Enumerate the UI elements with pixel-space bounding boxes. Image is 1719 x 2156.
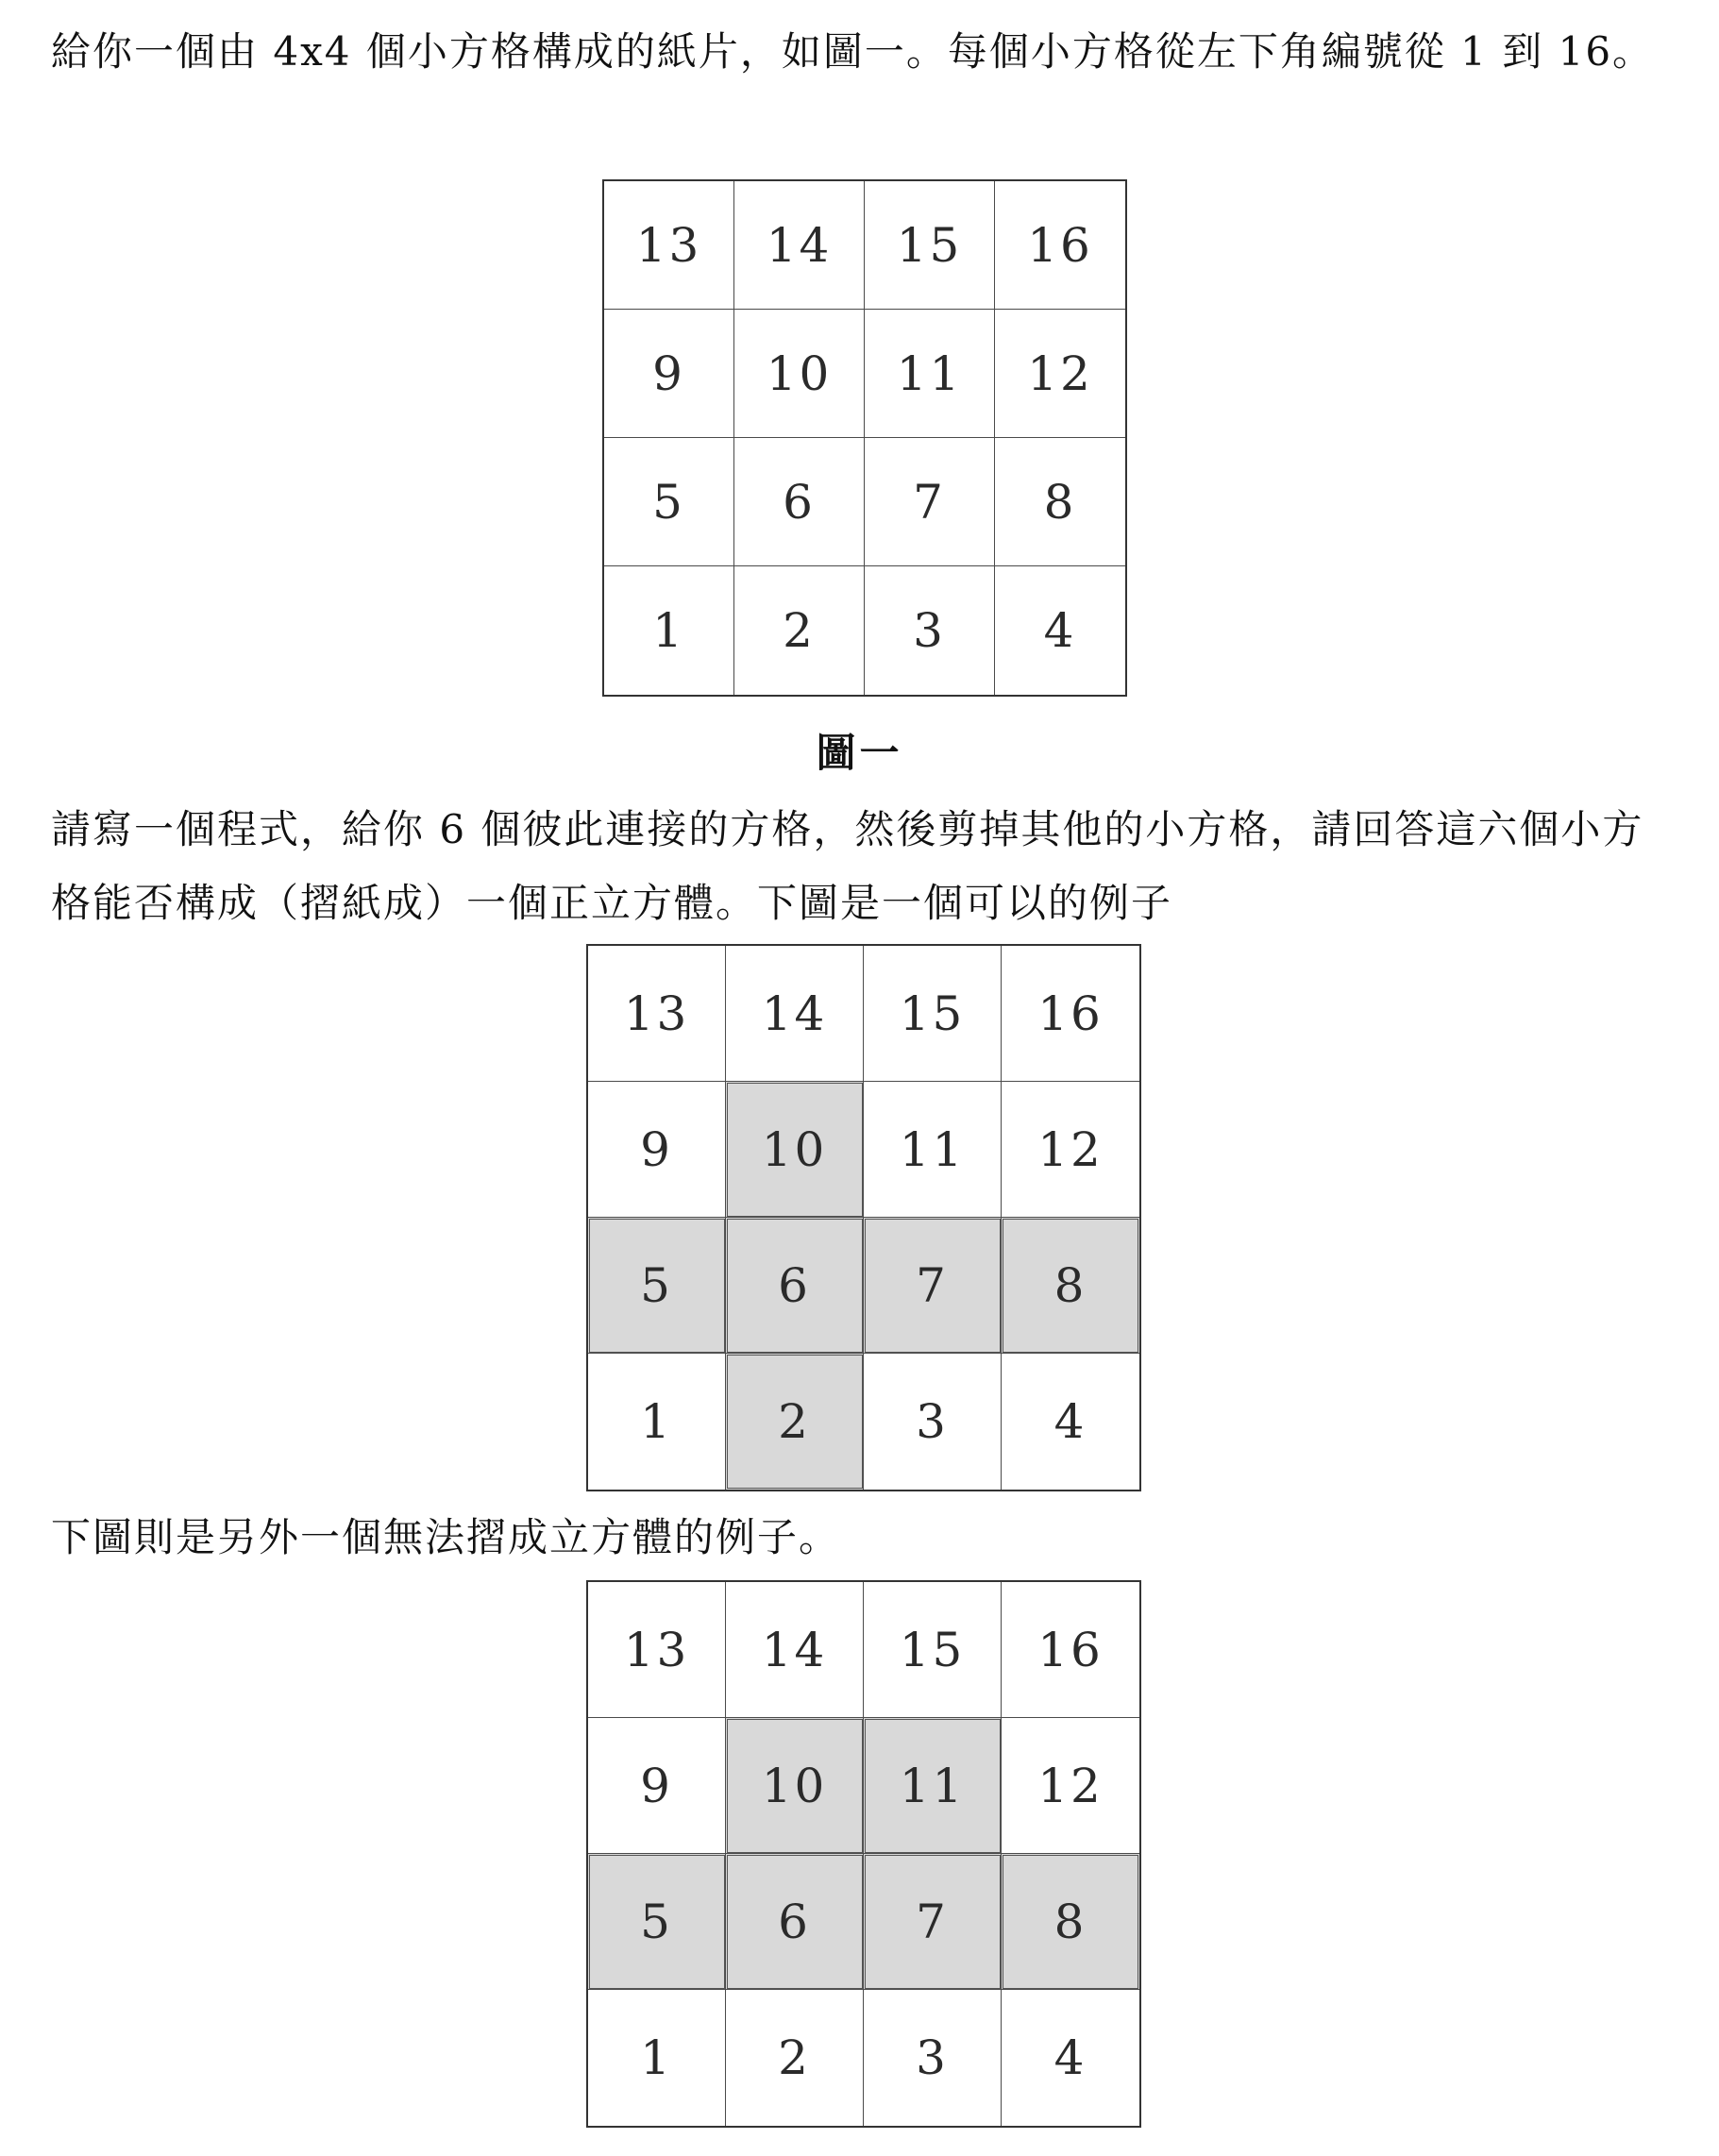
grid-cell: 8	[1002, 1854, 1139, 1990]
grid-cell: 15	[864, 946, 1002, 1082]
grid-cell: 6	[726, 1854, 864, 1990]
grid-cell: 3	[864, 1354, 1002, 1490]
grid-cell: 7	[864, 1218, 1002, 1354]
grid-cell: 10	[734, 310, 865, 438]
grid-cell: 11	[864, 1718, 1002, 1854]
grid-cell: 13	[588, 946, 726, 1082]
grid-cell: 2	[726, 1354, 864, 1490]
grid-cell: 7	[865, 438, 995, 566]
grid-cell: 14	[726, 946, 864, 1082]
grid-cell: 11	[865, 310, 995, 438]
grid-cell: 8	[995, 438, 1125, 566]
figure-1-grid	[602, 179, 1127, 697]
grid-cell: 6	[734, 438, 865, 566]
grid-cell: 13	[604, 181, 734, 310]
grid-cell: 7	[864, 1854, 1002, 1990]
grid-cell: 5	[588, 1218, 726, 1354]
valid-example-grid	[586, 944, 1141, 1491]
grid-cell: 15	[864, 1582, 1002, 1718]
grid-cell: 4	[1043, 603, 1077, 658]
grid-cell: 16	[1002, 946, 1139, 1082]
grid-cell: 16	[1002, 1582, 1139, 1718]
grid-cell: 1	[604, 566, 734, 695]
grid-cell: 13	[588, 1582, 726, 1718]
grid-cell: 14	[734, 181, 865, 310]
grid-cell: 8	[1002, 1218, 1139, 1354]
grid-cell: 14	[726, 1582, 864, 1718]
grid-cell: 4	[1053, 2030, 1087, 2085]
invalid-example-paragraph: 下圖則是另外一個無法摺成立方體的例子。	[51, 1514, 841, 1560]
grid-cell: 16	[995, 181, 1125, 310]
grid-cell: 2	[726, 1990, 864, 2126]
grid-cell: 12	[995, 310, 1125, 438]
grid-cell: 9	[588, 1082, 726, 1218]
grid-cell: 1	[588, 1354, 726, 1490]
grid-cell: 2	[734, 566, 865, 695]
grid-cell: 11	[864, 1082, 1002, 1218]
grid-cell: 3	[864, 1990, 1002, 2126]
grid-cell: 15	[865, 181, 995, 310]
grid-cell: 5	[588, 1854, 726, 1990]
grid-cell: 3	[865, 566, 995, 695]
grid-cell: 12	[1002, 1718, 1139, 1854]
figure-1-caption: 圖一	[816, 730, 903, 776]
grid-cell: 12	[1002, 1082, 1139, 1218]
grid-cell: 9	[604, 310, 734, 438]
grid-cell: 10	[726, 1718, 864, 1854]
grid-cell: 4	[1053, 1394, 1087, 1449]
grid-cell: 5	[604, 438, 734, 566]
grid-cell: 1	[588, 1990, 726, 2126]
intro-paragraph: 給你一個由 4x4 個小方格構成的紙片，如圖一。每個小方格從左下角編號從 1 到 16。	[51, 28, 1655, 75]
task-paragraph: 請寫一個程式，給你 6 個彼此連接的方格，然後剪掉其他的小方格，請回答這六個小方格能否構成（摺紙成）一個正立方體。下圖是一個可以的例子	[51, 806, 1644, 926]
grid-cell: 10	[726, 1082, 864, 1218]
grid-cell: 6	[726, 1218, 864, 1354]
invalid-example-grid	[586, 1580, 1141, 2128]
grid-cell: 9	[588, 1718, 726, 1854]
